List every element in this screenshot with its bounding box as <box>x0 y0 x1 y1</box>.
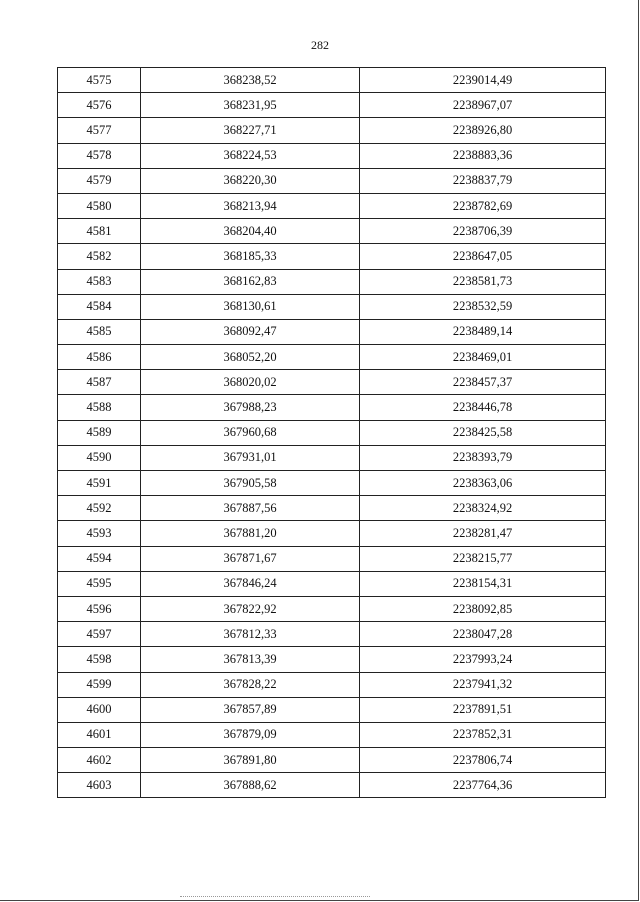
table-row <box>58 93 606 118</box>
point-number-cell: 4589 <box>58 420 141 445</box>
y-coordinate-cell: 2239014,49 <box>360 68 606 93</box>
point-number-cell: 4575 <box>58 68 141 93</box>
y-coordinate-cell: 2238489,14 <box>360 319 606 344</box>
y-coordinate-cell: 2237764,36 <box>360 773 606 798</box>
point-number-cell: 4587 <box>58 370 141 395</box>
point-number-cell: 4577 <box>58 118 141 143</box>
y-coordinate-cell: 2238092,85 <box>360 596 606 621</box>
coordinates-table-body <box>58 68 606 798</box>
table-row <box>58 420 606 445</box>
table-row <box>58 471 606 496</box>
y-coordinate-cell: 2238363,06 <box>360 471 606 496</box>
x-coordinate-cell: 367887,56 <box>141 496 360 521</box>
table-row <box>58 143 606 168</box>
point-number-cell: 4580 <box>58 193 141 218</box>
y-coordinate-cell: 2238393,79 <box>360 445 606 470</box>
point-number-cell: 4578 <box>58 143 141 168</box>
x-coordinate-cell: 367813,39 <box>141 647 360 672</box>
point-number-cell: 4597 <box>58 622 141 647</box>
x-coordinate-cell: 367988,23 <box>141 395 360 420</box>
table-row <box>58 319 606 344</box>
table-row <box>58 697 606 722</box>
table-row <box>58 748 606 773</box>
table-row <box>58 722 606 747</box>
x-coordinate-cell: 368227,71 <box>141 118 360 143</box>
y-coordinate-cell: 2238837,79 <box>360 168 606 193</box>
x-coordinate-cell: 368204,40 <box>141 219 360 244</box>
bottom-scan-mark <box>180 896 370 898</box>
y-coordinate-cell: 2237993,24 <box>360 647 606 672</box>
point-number-cell: 4581 <box>58 219 141 244</box>
x-coordinate-cell: 368020,02 <box>141 370 360 395</box>
point-number-cell: 4588 <box>58 395 141 420</box>
table-row <box>58 521 606 546</box>
y-coordinate-cell: 2238883,36 <box>360 143 606 168</box>
y-coordinate-cell: 2237941,32 <box>360 672 606 697</box>
table-row <box>58 269 606 294</box>
point-number-cell: 4590 <box>58 445 141 470</box>
table-row <box>58 118 606 143</box>
table-row <box>58 168 606 193</box>
y-coordinate-cell: 2237891,51 <box>360 697 606 722</box>
x-coordinate-cell: 367879,09 <box>141 722 360 747</box>
page-number: 282 <box>311 38 329 52</box>
y-coordinate-cell: 2238047,28 <box>360 622 606 647</box>
table-row <box>58 370 606 395</box>
table-row <box>58 345 606 370</box>
table-row <box>58 68 606 93</box>
x-coordinate-cell: 368092,47 <box>141 319 360 344</box>
point-number-cell: 4585 <box>58 319 141 344</box>
x-coordinate-cell: 367905,58 <box>141 471 360 496</box>
table-row <box>58 294 606 319</box>
point-number-cell: 4582 <box>58 244 141 269</box>
x-coordinate-cell: 367931,01 <box>141 445 360 470</box>
x-coordinate-cell: 367857,89 <box>141 697 360 722</box>
x-coordinate-cell: 367888,62 <box>141 773 360 798</box>
y-coordinate-cell: 2238706,39 <box>360 219 606 244</box>
table-row <box>58 219 606 244</box>
y-coordinate-cell: 2238532,59 <box>360 294 606 319</box>
point-number-cell: 4584 <box>58 294 141 319</box>
table-row <box>58 445 606 470</box>
table-row <box>58 244 606 269</box>
x-coordinate-cell: 367812,33 <box>141 622 360 647</box>
table-row <box>58 546 606 571</box>
table-row <box>58 773 606 798</box>
table-row <box>58 395 606 420</box>
point-number-cell: 4591 <box>58 471 141 496</box>
table-row <box>58 596 606 621</box>
point-number-cell: 4579 <box>58 168 141 193</box>
x-coordinate-cell: 368052,20 <box>141 345 360 370</box>
y-coordinate-cell: 2238215,77 <box>360 546 606 571</box>
table-row <box>58 193 606 218</box>
y-coordinate-cell: 2238647,05 <box>360 244 606 269</box>
point-number-cell: 4601 <box>58 722 141 747</box>
x-coordinate-cell: 367891,80 <box>141 748 360 773</box>
y-coordinate-cell: 2238446,78 <box>360 395 606 420</box>
table-row <box>58 672 606 697</box>
y-coordinate-cell: 2238324,92 <box>360 496 606 521</box>
y-coordinate-cell: 2238457,37 <box>360 370 606 395</box>
y-coordinate-cell: 2238926,80 <box>360 118 606 143</box>
y-coordinate-cell: 2237806,74 <box>360 748 606 773</box>
x-coordinate-cell: 368238,52 <box>141 68 360 93</box>
x-coordinate-cell: 367822,92 <box>141 596 360 621</box>
x-coordinate-cell: 368231,95 <box>141 93 360 118</box>
y-coordinate-cell: 2238469,01 <box>360 345 606 370</box>
table-row <box>58 571 606 596</box>
x-coordinate-cell: 367828,22 <box>141 672 360 697</box>
table-row <box>58 647 606 672</box>
table-row <box>58 496 606 521</box>
x-coordinate-cell: 367881,20 <box>141 521 360 546</box>
x-coordinate-cell: 367871,67 <box>141 546 360 571</box>
point-number-cell: 4586 <box>58 345 141 370</box>
x-coordinate-cell: 368130,61 <box>141 294 360 319</box>
coordinates-table <box>57 67 606 798</box>
point-number-cell: 4598 <box>58 647 141 672</box>
point-number-cell: 4576 <box>58 93 141 118</box>
y-coordinate-cell: 2238281,47 <box>360 521 606 546</box>
x-coordinate-cell: 368185,33 <box>141 244 360 269</box>
y-coordinate-cell: 2237852,31 <box>360 722 606 747</box>
x-coordinate-cell: 367846,24 <box>141 571 360 596</box>
x-coordinate-cell: 368162,83 <box>141 269 360 294</box>
y-coordinate-cell: 2238581,73 <box>360 269 606 294</box>
table-row <box>58 622 606 647</box>
point-number-cell: 4602 <box>58 748 141 773</box>
point-number-cell: 4593 <box>58 521 141 546</box>
y-coordinate-cell: 2238425,58 <box>360 420 606 445</box>
point-number-cell: 4583 <box>58 269 141 294</box>
point-number-cell: 4603 <box>58 773 141 798</box>
x-coordinate-cell: 368213,94 <box>141 193 360 218</box>
y-coordinate-cell: 2238967,07 <box>360 93 606 118</box>
x-coordinate-cell: 368220,30 <box>141 168 360 193</box>
point-number-cell: 4599 <box>58 672 141 697</box>
point-number-cell: 4592 <box>58 496 141 521</box>
point-number-cell: 4594 <box>58 546 141 571</box>
y-coordinate-cell: 2238782,69 <box>360 193 606 218</box>
point-number-cell: 4596 <box>58 596 141 621</box>
point-number-cell: 4595 <box>58 571 141 596</box>
y-coordinate-cell: 2238154,31 <box>360 571 606 596</box>
x-coordinate-cell: 367960,68 <box>141 420 360 445</box>
point-number-cell: 4600 <box>58 697 141 722</box>
x-coordinate-cell: 368224,53 <box>141 143 360 168</box>
